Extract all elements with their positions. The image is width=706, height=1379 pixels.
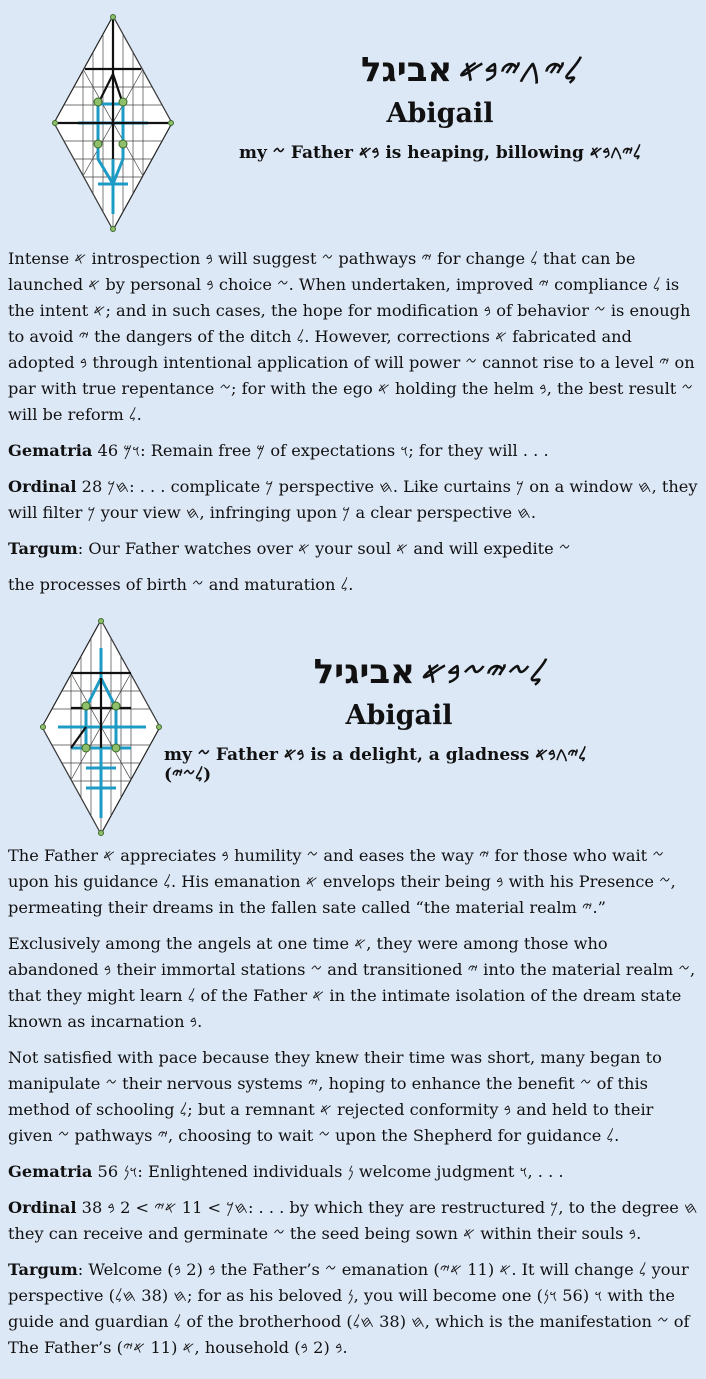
hebrew-name: אביגיל: [313, 652, 415, 692]
hebrew-name: אביגל: [360, 50, 453, 90]
targum-text: : Our Father watches over 𐤀 your soul 𐤀 and will expedite 𐤆: [77, 539, 571, 558]
paleo-hebrew-name: 𐤋𐤆𐤉𐤆𐤁𐤀: [419, 656, 545, 691]
commentary-paragraph: Intense 𐤀 introspection 𐤁 will suggest 𐤆 pathways 𐤉 for change 𐤋 that can be launched 𐤀 by personal 𐤁 choice 𐤆. When undertaken, improved 𐤉 compliance 𐤋 is the intent 𐤀; and in such cases, the hope for modification 𐤁 of behavior 𐤆 is enough to avoid 𐤉 the dangers of the ditch 𐤋. However, corrections 𐤀 fabricated and adopted 𐤁 through intentional application of will power 𐤆 cannot rise to a level 𐤉 on par with true repentance 𐤆; for with the ego 𐤀 holding the helm 𐤁, the best result 𐤆 will be reform 𐤋.: [8, 249, 695, 424]
targum-text: : Welcome 𐤁 (2 𐤁) the Father’s 𐤆 emanation 𐤀 (11 𐤀𐤉). It will change 𐤋 your perspective 𐤇 (38 𐤇𐤋); for as his beloved 𐤍, you will become one 𐤅 (56 𐤅𐤍) with the guide and guardian 𐤋 of the brotherhood 𐤇 (38 𐤇𐤋), which is the manifestation 𐤆 of The Father’s 𐤀 (11 𐤀𐤉), household 𐤁 (2 𐤁).: [8, 1260, 690, 1357]
lattice-diagram-1: [50, 14, 176, 232]
name-meaning: my 𐤆 Father 𐤁𐤀 is a delight, a gladness 𐤋𐤉𐤂𐤁𐤀 (𐤋𐤆𐤉): [164, 745, 587, 785]
english-name: Abigail: [386, 98, 494, 129]
commentary-paragraph: The Father 𐤀 appreciates 𐤁 humility 𐤆 and eases the way 𐤉 for those who wait 𐤆 upon his guidance 𐤋. His emanation 𐤀 envelops their being 𐤁 with his Presence 𐤆, permeating their dreams in the fallen sate called “the material realm 𐤉.”: [8, 846, 676, 917]
gematria-label: Gematria: [8, 1162, 93, 1181]
targum-line: [8, 536, 698, 562]
targum-label: Targum: [8, 1260, 78, 1279]
entry-2-body: [8, 843, 698, 1371]
gematria-label: Gematria: [8, 441, 93, 460]
ordinal-line: [8, 1195, 698, 1247]
entry-1-heading: [180, 50, 700, 163]
entry-2-heading: [164, 652, 634, 785]
lattice-diagram-2: [38, 618, 164, 836]
entry-1-title-row: [180, 50, 700, 90]
entry-1-body: [8, 246, 698, 608]
gematria-text: 46 𐤅𐤌: Remain free 𐤌 of expectations 𐤅; for they will . . .: [92, 441, 549, 460]
entry-2-title-row: [164, 652, 634, 692]
english-name: Abigail: [345, 700, 453, 731]
ordinal-text: 28 𐤇𐤊: . . . complicate 𐤊 perspective 𐤇. Like curtains 𐤊 on a window 𐤇, they will filter 𐤊 your view 𐤇, infringing upon 𐤊 a clear perspective 𐤇.: [8, 477, 698, 522]
targum-continuation: the processes of birth 𐤆 and maturation 𐤋.: [8, 575, 354, 594]
targum-label: Targum: [8, 539, 78, 558]
ordinal-line: [8, 474, 698, 526]
ordinal-label: Ordinal: [8, 477, 77, 496]
gematria-line: [8, 1159, 698, 1185]
commentary-paragraph: Not satisfied with pace because they knew their time was short, many began to manipulate 𐤆 their nervous systems 𐤉, hoping to enhance the benefit 𐤆 of this method of schooling 𐤋; but a remnant 𐤀 rejected conformity 𐤁 and held to their given 𐤆 pathways 𐤉, choosing to wait 𐤆 upon the Shepherd for guidance 𐤋.: [8, 1048, 662, 1145]
ordinal-text: 38 𐤇𐤊 > 11 𐤀𐤉 > 2 𐤁: . . . by which they are restructured 𐤊, to the degree 𐤇 they can receive and germinate 𐤆 the seed being sown 𐤀 within their souls 𐤁.: [8, 1198, 698, 1243]
ordinal-label: Ordinal: [8, 1198, 77, 1217]
name-meaning: my 𐤆 Father 𐤁𐤀 is heaping, billowing 𐤋𐤉𐤂𐤁𐤀: [238, 143, 642, 163]
gematria-text: 56 𐤅𐤍: Enlightened individuals 𐤍 welcome judgment 𐤅, . . .: [92, 1162, 564, 1181]
commentary-paragraph: Exclusively among the angels at one time 𐤀, they were among those who abandoned 𐤁 their immortal stations 𐤆 and transitioned 𐤉 into the material realm 𐤆, that they might learn 𐤋 of the Father 𐤀 in the intimate isolation of the dream state known as incarnation 𐤁.: [8, 934, 696, 1031]
diamond-lattice-icon: [50, 14, 176, 232]
targum-line: [8, 1257, 698, 1361]
paleo-hebrew-name: 𐤋𐤉𐤂𐤉𐤁𐤀: [457, 54, 580, 89]
diamond-lattice-icon: [38, 618, 164, 836]
gematria-line: [8, 438, 698, 464]
